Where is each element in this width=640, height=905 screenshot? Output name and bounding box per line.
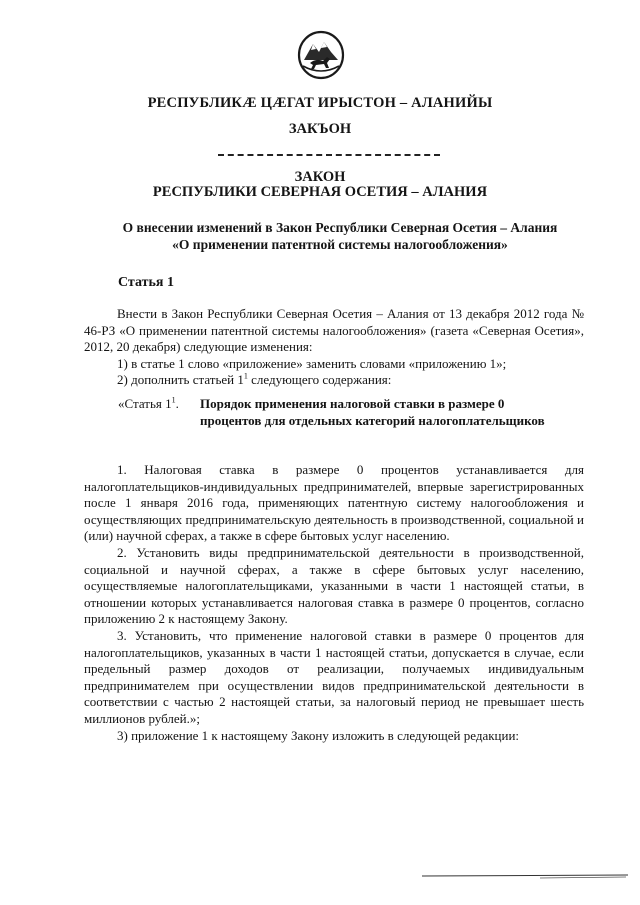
- new-article-label-end: .: [175, 396, 179, 411]
- amendment-item-3: 3) приложение 1 к настоящему Закону изложить в следующей редакции:: [117, 727, 520, 743]
- article-part-1: 1. Налоговая ставка в размере 0 процентов устанавливается для налогоплательщиков-индивидуальных предпринимателей, впервые зарегистрированных после 1 января 2016 года, применяющих патентную систему налогообложения и осуществляющих предпринимательскую деятельность в производственной, социальной и (или) научной сферах, а также в сфере бытовых услуг населению.: [84, 462, 584, 544]
- russian-header-line2: РЕСПУБЛИКИ СЕВЕРНАЯ ОСЕТИЯ – АЛАНИЯ: [152, 184, 488, 200]
- item2-superscript: 1: [243, 372, 248, 382]
- law-title-line1: О внесении изменений в Закон Республики Северная Осетия – Алания: [122, 220, 558, 235]
- item2-text-end: следующего содержания:: [247, 372, 392, 388]
- article-heading: Статья 1: [118, 275, 174, 290]
- law-title: [95, 220, 585, 253]
- signature-line: [420, 868, 630, 886]
- law-title-line2: «О применении патентной системы налогообложения»: [172, 236, 508, 252]
- header-divider: [218, 154, 440, 156]
- article-body: [84, 462, 584, 744]
- coat-of-arms-icon: [296, 30, 346, 80]
- new-article-superscript: 1: [171, 395, 176, 405]
- new-article-title-line1: Порядок применения налоговой ставки в размере 0: [200, 396, 505, 411]
- amendment-item-2: [84, 372, 584, 389]
- article-part-3: 3. Установить, что применение налоговой ставки в размере 0 процентов для налогоплательщиков, указанных в части 1 настоящей статьи, допускается в случае, если предельный размер доходов от реализации, получаемых индивидуальным предпринимателем при осуществлении видов предпринимательской деятельности в соответствии с частью 2 настоящей статьи, за налоговый период не превышает шесть миллионов рублей.»;: [84, 627, 584, 726]
- amendment-item-1: 1) в статье 1 слово «приложение» заменить словами «приложению 1»;: [117, 355, 507, 371]
- new-article-label: «Статья 1: [118, 396, 172, 411]
- ossetian-header-line1: РЕСПУБЛИКӔ ЦӔГАТ ИРЫСТОН – АЛАНИЙЫ: [147, 95, 493, 111]
- russian-header-line1: ЗАКОН: [294, 169, 346, 185]
- intro-block: [84, 306, 584, 389]
- new-article-title-rest: процентов для отдельных категорий налогоплательщиков: [200, 412, 545, 428]
- article-part-2: 2. Установить виды предпринимательской деятельности в производственной, социальной и научной сферах, а также в сфере бытовых услуг населению, осуществляемые налогоплательщиками, указанными в части 1 настоящей статьи, в отношении которых устанавливается налоговая ставка в размере 0 процентов, согласно приложению 2 к настоящему Закону.: [84, 544, 584, 627]
- item2-text: 2) дополнить статьей 1: [117, 372, 244, 388]
- ossetian-header-line2: ЗАКЪОН: [288, 121, 352, 137]
- intro-paragraph: Внести в Закон Республики Северная Осетия – Алания от 13 декабря 2012 года № 46-РЗ «О применении патентной системы налогообложения» (газета «Северная Осетия», 2012, 20 декабря) следующие изменения:: [84, 306, 584, 355]
- new-article-title: [200, 396, 584, 429]
